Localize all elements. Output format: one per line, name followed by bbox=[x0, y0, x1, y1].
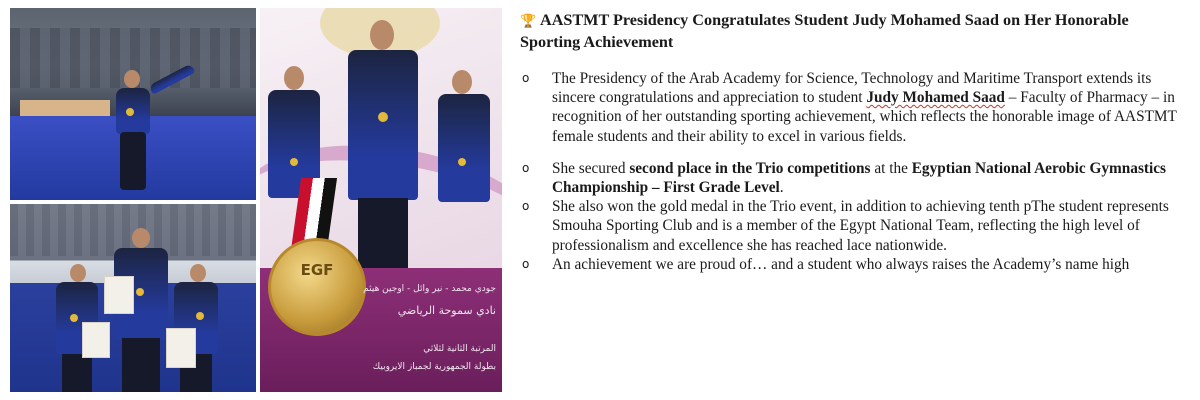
article bbox=[520, 10, 1185, 274]
bullet-congratulations bbox=[520, 69, 1185, 146]
poster-credit-names: جودي محمد - نير وائل - اوجين هيثم bbox=[363, 284, 496, 294]
bullet-emphasis: second place in the Trio competitions bbox=[629, 159, 871, 177]
article-title bbox=[520, 10, 1185, 53]
bullet-pride bbox=[520, 255, 1185, 274]
photo-team-certificates bbox=[10, 204, 256, 392]
bullet-circle-icon: o bbox=[522, 199, 530, 214]
championship-name: Egyptian National Aerobic Gymnastics Championship – First Grade Level bbox=[552, 159, 1166, 197]
bullet-text: – Faculty of Pharmacy – in recognition of her outstanding sporting achievement, which reflects the honorable image of AASTMT female students and their ability to excel in various fields. bbox=[552, 89, 1177, 145]
gold-medal-icon bbox=[126, 108, 134, 116]
bullet-gold-medal bbox=[520, 197, 1185, 255]
poster-credit-event: بطولة الجمهورية لجمباز الايروبيك bbox=[372, 362, 496, 372]
athlete-legs bbox=[122, 338, 160, 392]
poster-credit-caption: المرتبة الثانية لثلاثي bbox=[423, 344, 496, 354]
athlete-head bbox=[452, 70, 472, 94]
trophy-icon: 🏆 bbox=[520, 14, 537, 29]
student-name: Judy Mohamed Saad bbox=[866, 89, 1005, 107]
athlete-tracksuit bbox=[438, 94, 490, 202]
gold-medal-icon bbox=[458, 158, 466, 166]
bullet-second-place bbox=[520, 159, 1185, 197]
gold-medal-icon bbox=[70, 314, 78, 322]
article-bullets bbox=[520, 69, 1185, 274]
athlete-legs bbox=[62, 354, 92, 392]
bullet-circle-icon: o bbox=[522, 160, 530, 175]
bullet-text: at the bbox=[870, 159, 912, 177]
gold-medal-icon bbox=[378, 112, 388, 122]
athlete-head bbox=[370, 20, 394, 50]
athlete-head bbox=[190, 264, 206, 282]
gold-medal-icon bbox=[136, 288, 144, 296]
certificate bbox=[104, 276, 134, 314]
athlete-tracksuit bbox=[348, 50, 418, 200]
gold-medal-icon bbox=[196, 312, 204, 320]
article-title-text: AASTMT Presidency Congratulates Student Judy Mohamed Saad on Her Honorable Sporting Achievement bbox=[520, 11, 1129, 51]
athlete-head bbox=[284, 66, 304, 90]
gold-medal-icon bbox=[290, 158, 298, 166]
bullet-text: She also won the gold medal in the Trio event, in addition to achieving tenth pThe student represents Smouha Sporting Club and is a member of the Egypt National Team, reflecting the high level of professionalism and excellence she has reached lace nationwide. bbox=[552, 198, 1169, 254]
bullet-text: An achievement we are proud of… and a student who always raises the Academy’s name high bbox=[552, 255, 1130, 273]
athlete-head bbox=[124, 70, 140, 88]
athlete-head bbox=[70, 264, 86, 282]
bullet-text: She secured bbox=[552, 159, 630, 177]
certificate bbox=[166, 328, 196, 368]
certificate bbox=[82, 322, 110, 358]
athlete-legs bbox=[120, 132, 146, 190]
bullet-text: The Presidency of the Arab Academy for Science, Technology and Maritime Transport extends its sincere congratulations and appreciation to student bbox=[552, 70, 1152, 107]
athlete-head bbox=[132, 228, 150, 248]
bullet-circle-icon: o bbox=[522, 71, 530, 85]
poster-credit-club: نادي سموحة الرياضي bbox=[397, 304, 496, 317]
photo-collage bbox=[10, 8, 502, 392]
bullet-circle-icon: o bbox=[522, 256, 530, 271]
photo-arena-pose bbox=[10, 8, 256, 200]
bullet-text: . bbox=[779, 179, 784, 197]
medal-label: EGF bbox=[300, 261, 334, 279]
athlete-legs bbox=[358, 198, 408, 268]
photo-podium-poster bbox=[260, 8, 502, 392]
